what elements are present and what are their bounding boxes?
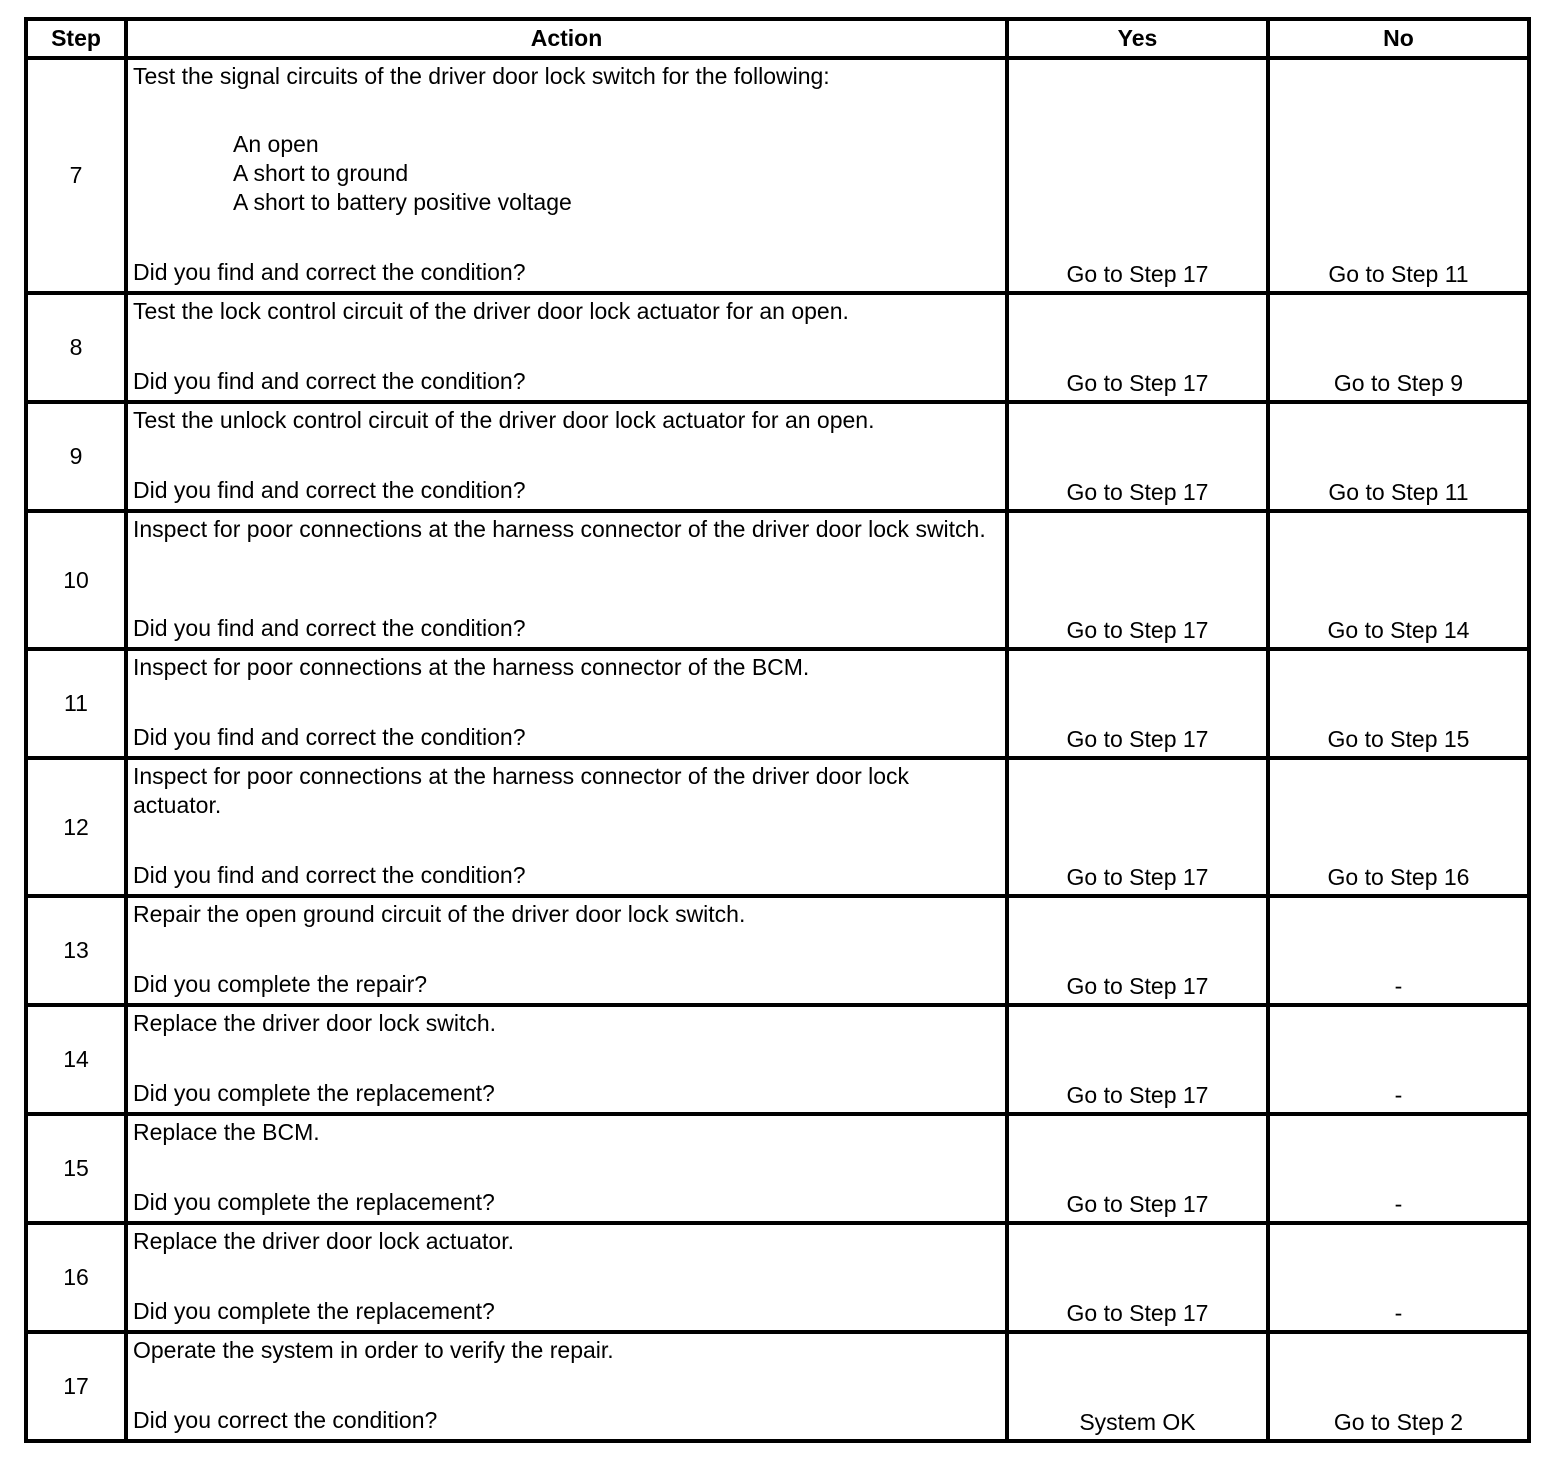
action-question: Did you complete the replacement? <box>133 1080 495 1106</box>
table-row <box>26 58 1529 293</box>
header-row <box>26 19 1529 58</box>
action-cell <box>126 293 1007 402</box>
action-instruction: Operate the system in order to verify the repair. <box>133 1337 614 1363</box>
step-number: 15 <box>26 1114 126 1223</box>
action-question: Did you find and correct the condition? <box>133 259 526 285</box>
step-number: 12 <box>26 758 126 896</box>
action-top <box>133 1336 1001 1365</box>
action-top <box>133 653 1001 682</box>
table-row <box>26 1005 1529 1114</box>
action-cell <box>126 896 1007 1005</box>
table-row <box>26 649 1529 758</box>
action-cell <box>126 402 1007 511</box>
no-result: Go to Step 14 <box>1268 511 1529 649</box>
action-top <box>133 1227 1001 1256</box>
table-row <box>26 1223 1529 1332</box>
step-number: 17 <box>26 1332 126 1441</box>
action-cell <box>126 1223 1007 1332</box>
no-result: - <box>1268 1114 1529 1223</box>
action-question: Did you find and correct the condition? <box>133 724 526 750</box>
yes-result: System OK <box>1007 1332 1268 1441</box>
action-content <box>133 62 1001 287</box>
action-content <box>133 900 1001 999</box>
action-top <box>133 1009 1001 1038</box>
action-cell <box>126 1005 1007 1114</box>
yes-result: Go to Step 17 <box>1007 1114 1268 1223</box>
step-number: 14 <box>26 1005 126 1114</box>
table-row <box>26 511 1529 649</box>
yes-result: Go to Step 17 <box>1007 402 1268 511</box>
header-no: No <box>1268 19 1529 58</box>
action-top <box>133 762 1001 820</box>
action-instruction: Replace the driver door lock actuator. <box>133 1228 514 1254</box>
yes-result: Go to Step 17 <box>1007 758 1268 896</box>
no-result: Go to Step 2 <box>1268 1332 1529 1441</box>
no-result: Go to Step 11 <box>1268 58 1529 293</box>
action-top <box>133 297 1001 326</box>
action-content <box>133 762 1001 890</box>
header-action: Action <box>126 19 1007 58</box>
action-content <box>133 406 1001 505</box>
no-result: Go to Step 11 <box>1268 402 1529 511</box>
action-question: Did you find and correct the condition? <box>133 615 526 641</box>
step-number: 8 <box>26 293 126 402</box>
action-instruction: Repair the open ground circuit of the driver door lock switch. <box>133 901 746 927</box>
action-top <box>133 900 1001 929</box>
yes-result: Go to Step 17 <box>1007 896 1268 1005</box>
step-number: 16 <box>26 1223 126 1332</box>
diagnostic-table <box>24 17 1531 1443</box>
no-result: - <box>1268 896 1529 1005</box>
action-top <box>133 515 1001 544</box>
yes-result: Go to Step 17 <box>1007 1005 1268 1114</box>
action-question: Did you find and correct the condition? <box>133 477 526 503</box>
action-content <box>133 515 1001 643</box>
action-content <box>133 1118 1001 1217</box>
action-top <box>133 62 1001 217</box>
action-instruction: Replace the BCM. <box>133 1119 320 1145</box>
yes-result: Go to Step 17 <box>1007 511 1268 649</box>
action-cell <box>126 1332 1007 1441</box>
yes-result: Go to Step 17 <box>1007 58 1268 293</box>
action-instruction: Test the signal circuits of the driver door lock switch for the following: <box>133 63 830 89</box>
header-step: Step <box>26 19 126 58</box>
condition-item: A short to battery positive voltage <box>233 189 572 215</box>
condition-item: An open <box>233 131 319 157</box>
action-content <box>133 1227 1001 1326</box>
action-instruction: Inspect for poor connections at the harness connector of the BCM. <box>133 654 810 680</box>
action-cell <box>126 511 1007 649</box>
step-number: 7 <box>26 58 126 293</box>
action-content <box>133 1009 1001 1108</box>
step-number: 9 <box>26 402 126 511</box>
table-body <box>26 58 1529 1441</box>
action-cell <box>126 758 1007 896</box>
action-question: Did you complete the repair? <box>133 971 428 997</box>
table-row <box>26 1114 1529 1223</box>
step-number: 10 <box>26 511 126 649</box>
no-result: Go to Step 9 <box>1268 293 1529 402</box>
action-top <box>133 406 1001 435</box>
condition-list <box>133 130 1001 217</box>
condition-item: A short to ground <box>233 160 409 186</box>
yes-result: Go to Step 17 <box>1007 293 1268 402</box>
action-question: Did you correct the condition? <box>133 1407 438 1433</box>
header-yes: Yes <box>1007 19 1268 58</box>
action-cell <box>126 649 1007 758</box>
action-question: Did you find and correct the condition? <box>133 368 526 394</box>
no-result: - <box>1268 1223 1529 1332</box>
action-question: Did you find and correct the condition? <box>133 862 526 888</box>
table-row <box>26 293 1529 402</box>
no-result: - <box>1268 1005 1529 1114</box>
no-result: Go to Step 16 <box>1268 758 1529 896</box>
action-cell <box>126 58 1007 293</box>
action-content <box>133 297 1001 396</box>
yes-result: Go to Step 17 <box>1007 1223 1268 1332</box>
no-result: Go to Step 15 <box>1268 649 1529 758</box>
action-top <box>133 1118 1001 1147</box>
table-row <box>26 402 1529 511</box>
action-instruction: Inspect for poor connections at the harness connector of the driver door lock actuator. <box>133 763 910 818</box>
action-instruction: Test the lock control circuit of the driver door lock actuator for an open. <box>133 298 849 324</box>
action-content <box>133 1336 1001 1435</box>
action-question: Did you complete the replacement? <box>133 1189 495 1215</box>
step-number: 11 <box>26 649 126 758</box>
table-row <box>26 758 1529 896</box>
action-instruction: Inspect for poor connections at the harness connector of the driver door lock switch. <box>133 516 986 542</box>
action-question: Did you complete the replacement? <box>133 1298 495 1324</box>
step-number: 13 <box>26 896 126 1005</box>
action-instruction: Replace the driver door lock switch. <box>133 1010 497 1036</box>
action-instruction: Test the unlock control circuit of the driver door lock actuator for an open. <box>133 407 875 433</box>
action-cell <box>126 1114 1007 1223</box>
table-row <box>26 896 1529 1005</box>
table-row <box>26 1332 1529 1441</box>
yes-result: Go to Step 17 <box>1007 649 1268 758</box>
action-content <box>133 653 1001 752</box>
